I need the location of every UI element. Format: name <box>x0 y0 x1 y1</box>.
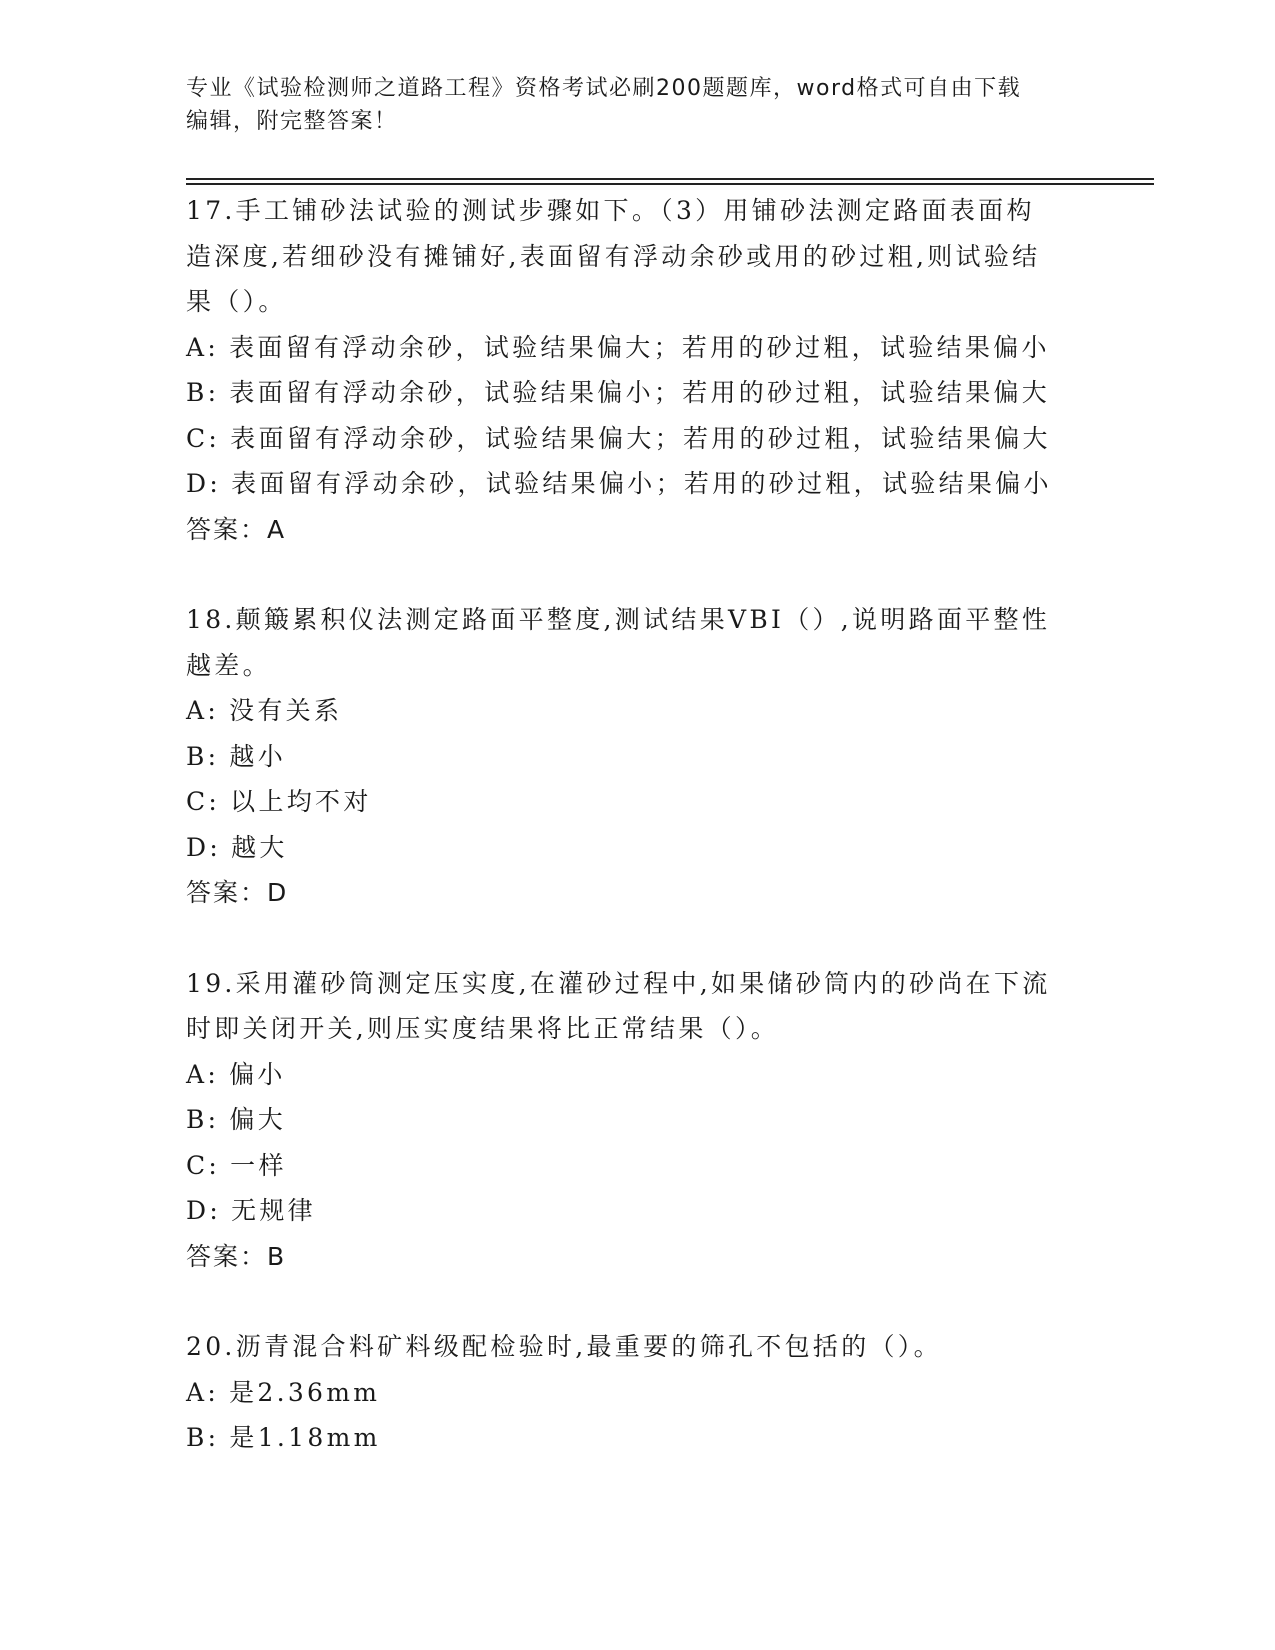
option-text: 越大 <box>231 832 288 862</box>
option-c <box>186 779 1086 825</box>
question-text-line: 19.采用灌砂筒测定压实度,在灌砂过程中,如果储砂筒内的砂尚在下流 <box>186 968 1051 998</box>
option-text: 一样 <box>230 1150 287 1180</box>
option-a <box>186 688 1086 734</box>
question-text-line: 造深度,若细砂没有摊铺好,表面留有浮动余砂或用的砂过粗,则试验结 <box>186 241 1041 271</box>
option-label: C: <box>186 1150 221 1180</box>
option-label: C: <box>186 787 221 816</box>
option-label: D: <box>186 469 222 498</box>
option-text: 越小 <box>229 741 287 771</box>
option-b <box>186 1415 1086 1461</box>
option-text: 是1.18mm <box>229 1423 381 1452</box>
option-text: 是2.36mm <box>229 1377 381 1407</box>
header-divider-top <box>186 178 1154 180</box>
question-text-line: 时即关闭开关,则压实度结果将比正常结果（）。 <box>186 1014 780 1043</box>
option-a <box>186 325 1086 371</box>
option-text: 偏大 <box>229 1105 287 1134</box>
option-label: A: <box>186 696 220 725</box>
question-text-line: 越差。 <box>186 650 271 680</box>
answer: 答案：B <box>186 1241 287 1271</box>
option-label: B: <box>186 1105 220 1134</box>
option-a <box>186 1052 1086 1098</box>
question-text-line: 20.沥青混合料矿料级配检验时,最重要的筛孔不包括的（）。 <box>186 1332 942 1361</box>
option-text: 表面留有浮动余砂，试验结果偏大；若用的砂过粗，试验结果偏小 <box>229 332 1050 362</box>
header-line-2: 编辑，附完整答案！ <box>186 109 398 134</box>
option-b <box>186 734 1086 780</box>
option-label: C: <box>186 423 221 453</box>
option-a <box>186 1370 1086 1416</box>
answer: 答案：A <box>186 514 287 544</box>
option-text: 无规律 <box>231 1196 316 1225</box>
question-19 <box>186 961 1086 1280</box>
question-text-line: 17.手工铺砂法试验的测试步骤如下。（3）用铺砂法测定路面表面构 <box>186 196 1035 225</box>
header-divider-bottom <box>186 183 1154 185</box>
option-label: B: <box>186 741 220 771</box>
option-d <box>186 1188 1086 1234</box>
option-d <box>186 461 1086 507</box>
option-text: 表面留有浮动余砂，试验结果偏小；若用的砂过粗，试验结果偏大 <box>229 378 1051 407</box>
option-text: 以上均不对 <box>230 787 372 816</box>
option-c <box>186 416 1086 462</box>
document-header <box>186 72 1066 138</box>
option-c <box>186 1143 1086 1189</box>
option-text: 没有关系 <box>229 696 343 725</box>
option-d <box>186 825 1086 871</box>
question-17 <box>186 188 1086 552</box>
option-label: B: <box>186 378 220 407</box>
option-b <box>186 370 1086 416</box>
question-text-line: 果（）。 <box>186 287 287 316</box>
option-text: 表面留有浮动余砂，试验结果偏大；若用的砂过粗，试验结果偏大 <box>230 423 1051 453</box>
answer: 答案：D <box>186 878 289 907</box>
header-line-1: 专业《试验检测师之道路工程》资格考试必刷200题题库，word格式可自由下载 <box>186 76 1022 101</box>
option-label: A: <box>186 332 220 362</box>
question-18 <box>186 597 1086 916</box>
option-label: A: <box>186 1377 220 1407</box>
question-list <box>186 188 1086 1506</box>
option-text: 偏小 <box>229 1059 286 1089</box>
option-label: D: <box>186 1196 222 1225</box>
question-20 <box>186 1324 1086 1461</box>
option-label: A: <box>186 1059 220 1089</box>
option-text: 表面留有浮动余砂，试验结果偏小；若用的砂过粗，试验结果偏小 <box>231 469 1052 498</box>
option-b <box>186 1097 1086 1143</box>
question-text-line: 18.颠簸累积仪法测定路面平整度,测试结果VBI（）,说明路面平整性 <box>186 605 1051 634</box>
option-label: D: <box>186 832 222 862</box>
option-label: B: <box>186 1423 220 1452</box>
